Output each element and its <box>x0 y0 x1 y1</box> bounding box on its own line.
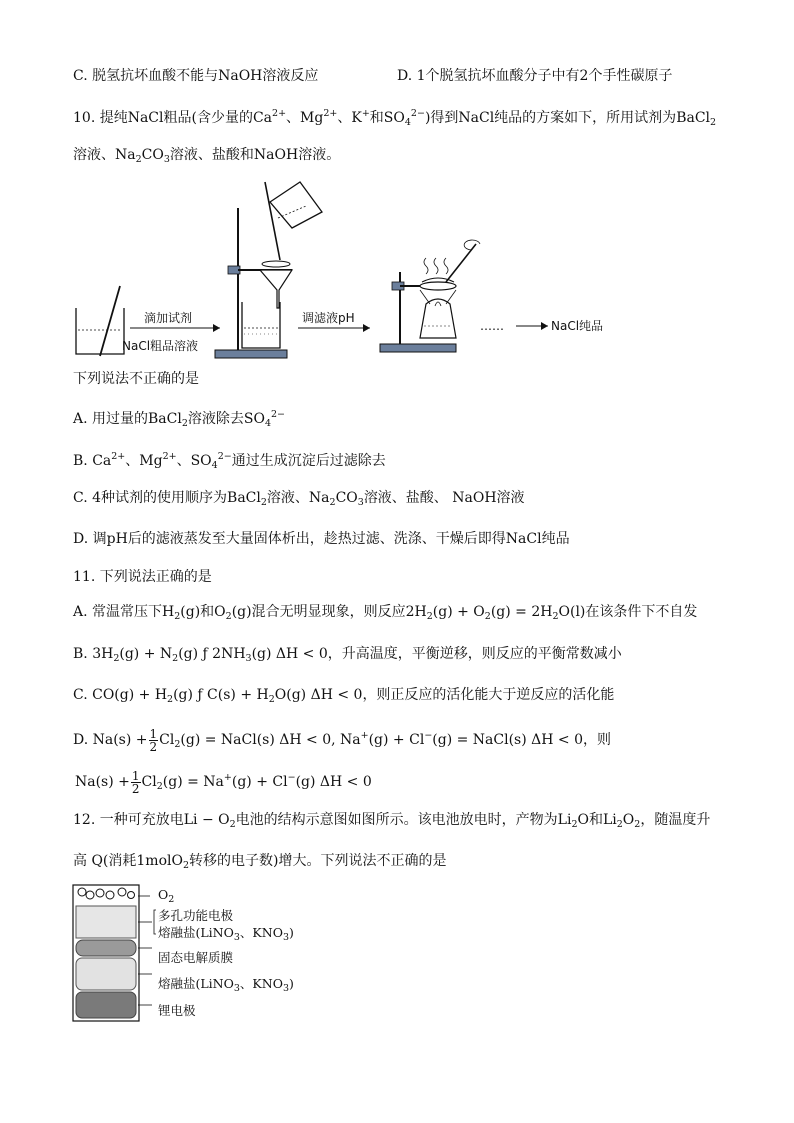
beaker-label: NaCl粗品溶液 <box>122 339 199 353</box>
q11-stem: 11. 下列说法正确的是 <box>73 569 212 585</box>
label-lithium-electrode: 锂电极 <box>158 1003 196 1018</box>
q11-option-c: C. $CO(g) + H_2(g)$ ƒ $C(s) + H_2O(g) \Delta H < 0$，则正反应的活化能大于逆反应的活化能 <box>73 687 615 705</box>
q9-option-d: D. 1个脱氢抗坏血酸分子中有2个手性碳原子 <box>397 68 673 84</box>
label-molten-salt-1: 熔融盐(LiNO$_3$、$KNO_3$) <box>158 925 294 943</box>
battery-diagram <box>72 884 162 1024</box>
purification-diagram <box>70 178 630 360</box>
porous-electrode <box>76 906 136 938</box>
q10-option-d: D. 调pH后的滤液蒸发至大量固体析出，趁热过滤、洗涤、干燥后即得NaCl纯品 <box>73 531 570 547</box>
q10-option-b: B. $Ca^{2+}$、$Mg^{2+}$、$SO_4^{2-}$通过生成沉淀后过滤除去 <box>73 451 386 471</box>
q12-stem-line2: 高 Q(消耗1molO$_2$转移的电子数)增大。下列说法不正确的是 <box>73 853 447 871</box>
q10-stem-line2: 溶液、$Na_2CO_3$溶液、盐酸和NaOH溶液。 <box>73 147 341 165</box>
q10-stem-line1: 10. 提纯NaCl粗品(含少量的$Ca^{2+}$、$Mg^{2+}$、K+和$SO_4^{2-}$)得到NaCl纯品的方案如下，所用试剂为BaCl$_2$ <box>73 108 717 128</box>
fraction-half: $\frac{1}{2}$ <box>149 726 158 754</box>
label-porous-electrode: 多孔功能电极 <box>158 908 234 923</box>
lithium-electrode <box>76 992 136 1018</box>
solid-electrolyte <box>76 940 136 956</box>
label-solid-electrolyte: 固态电解质膜 <box>158 950 234 965</box>
fraction-half-2: $\frac{1}{2}$ <box>131 768 140 796</box>
evaporation-apparatus <box>380 240 480 352</box>
q11-option-b: B. $3H_2(g) + N_2(g)$ ƒ $2NH_3(g) \Delta H < 0$，升高温度，平衡逆移，则反应的平衡常数减小 <box>73 646 622 664</box>
q10-option-a: A. 用过量的BaCl$_2$溶液除去$SO_4^{2-}$ <box>73 409 286 429</box>
beaker-with-rod <box>76 286 124 356</box>
q12-stem-line1: 12. 一种可充放电$Li - O_2$电池的结构示意图如图所示。该电池放电时，产物为$Li_2O$和$Li_2O_2$，随温度升 <box>73 812 711 830</box>
q9-option-c: C. 脱氢抗坏血酸不能与NaOH溶液反应 <box>73 68 319 84</box>
label-molten-salt-2: 熔融盐(LiNO$_3$、$KNO_3$) <box>158 976 294 994</box>
q10-option-c: C. 4种试剂的使用顺序为BaCl$_2$溶液、$Na_2CO_3$溶液、盐酸、 NaOH溶液 <box>73 490 525 508</box>
molten-salt-layer <box>76 958 136 990</box>
q11-option-d-cont: Na(s) + $\frac{1}{2}$ $Cl_2(g) = Na^+(g) + Cl^-(g) \Delta H < 0$ <box>75 768 372 796</box>
step-adjust-ph: 调滤液pH <box>302 311 355 325</box>
label-o2: $O_2$ <box>158 887 175 905</box>
ellipsis: …… <box>480 319 504 333</box>
q11-option-a: A. 常温常压下$H_2(g)$和$O_2(g)$混合无明显现象，则反应$2H_2(g) + O_2(g) = 2H_2O(l)$在该条件下不自发 <box>73 604 698 622</box>
filtration-apparatus <box>215 182 322 358</box>
product-label: NaCl纯品 <box>551 319 604 333</box>
step-add-reagents: 滴加试剂 <box>144 311 193 325</box>
q10-question: 下列说法不正确的是 <box>73 371 199 387</box>
q11-option-d: D. Na(s) + $\frac{1}{2}$ $Cl_2(g)$ = NaCl(s) ΔH < 0, Na+(g) + Cl−(g) = NaCl(s) ΔH < 0，则 <box>73 726 611 754</box>
